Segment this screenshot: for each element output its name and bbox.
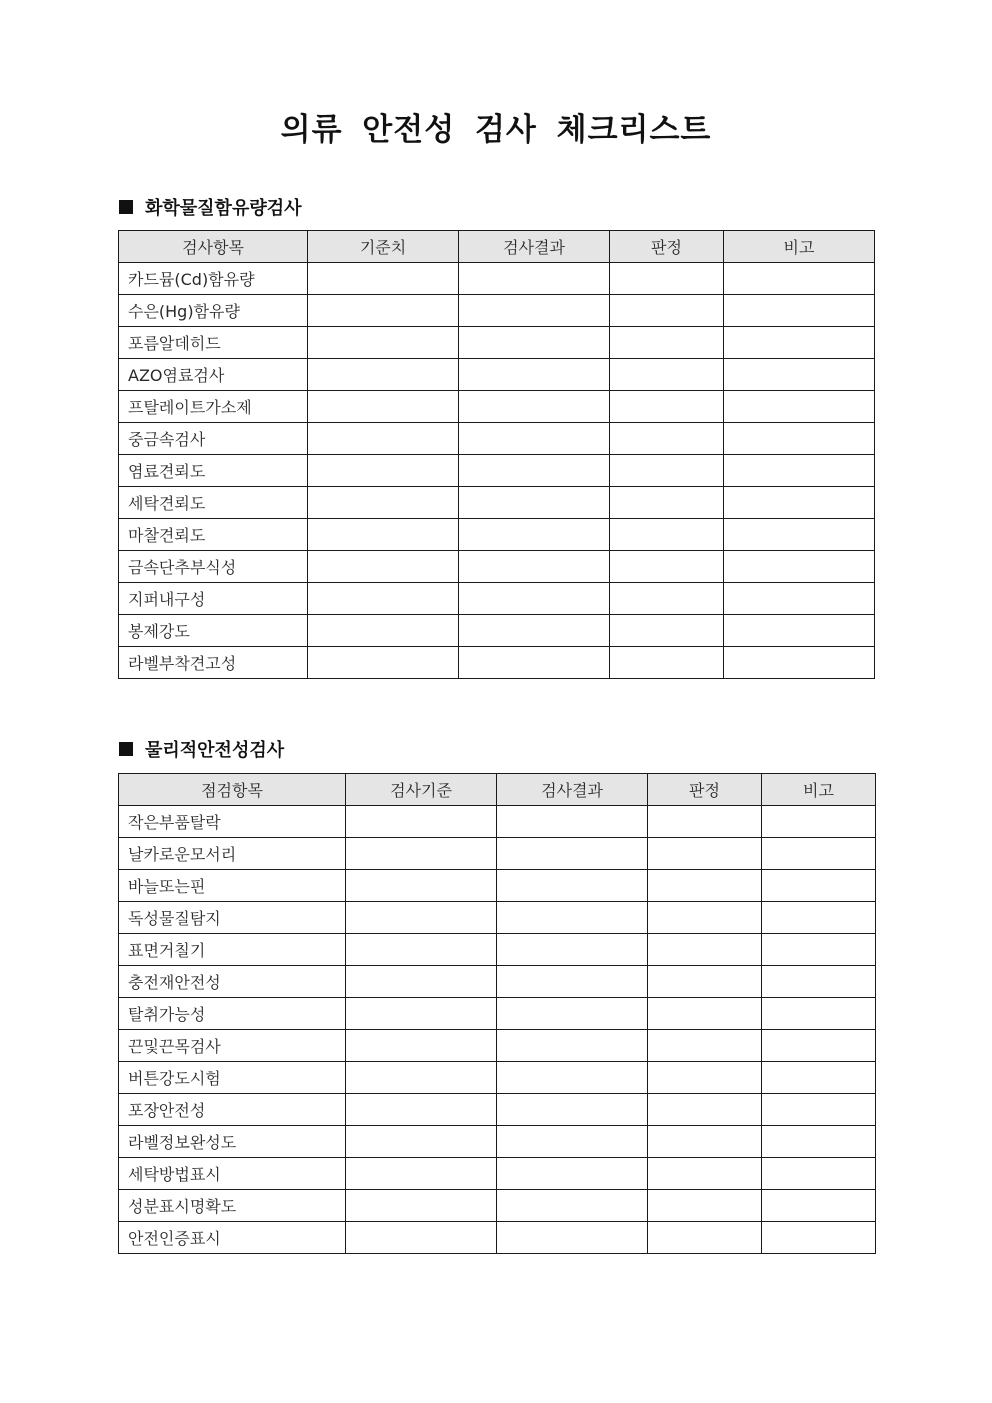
result-cell[interactable] bbox=[497, 902, 648, 934]
table-row bbox=[119, 551, 875, 583]
item-name-cell: 포름알데히드 bbox=[119, 327, 308, 359]
item-name-cell: 탈취가능성 bbox=[119, 998, 346, 1030]
table-row bbox=[119, 455, 875, 487]
standard-cell[interactable] bbox=[308, 295, 459, 327]
judgement-cell[interactable] bbox=[648, 1030, 762, 1062]
section-heading-label: 물리적안전성검사 bbox=[145, 740, 285, 761]
standard-cell[interactable] bbox=[308, 583, 459, 615]
item-name-cell: 날카로운모서리 bbox=[119, 838, 346, 870]
remarks-cell[interactable] bbox=[762, 870, 876, 902]
standard-cell[interactable] bbox=[346, 870, 497, 902]
item-name-cell: 버튼강도시험 bbox=[119, 1062, 346, 1094]
item-name-cell: 중금속검사 bbox=[119, 423, 308, 455]
table-row bbox=[119, 327, 875, 359]
standard-cell[interactable] bbox=[346, 1030, 497, 1062]
table-row bbox=[119, 583, 875, 615]
table-row bbox=[119, 263, 875, 295]
result-cell[interactable] bbox=[459, 647, 610, 679]
item-name-cell: 프탈레이트가소제 bbox=[119, 391, 308, 423]
result-cell[interactable] bbox=[497, 870, 648, 902]
remarks-cell[interactable] bbox=[724, 391, 875, 423]
table-header-row bbox=[119, 774, 876, 806]
result-cell[interactable] bbox=[497, 806, 648, 838]
remarks-cell[interactable] bbox=[724, 519, 875, 551]
section-heading-chemical bbox=[119, 194, 302, 220]
standard-cell[interactable] bbox=[346, 1126, 497, 1158]
result-cell[interactable] bbox=[497, 1222, 648, 1254]
remarks-cell[interactable] bbox=[724, 423, 875, 455]
result-cell[interactable] bbox=[459, 359, 610, 391]
result-cell[interactable] bbox=[497, 1030, 648, 1062]
section-heading-label: 화학물질함유량검사 bbox=[145, 198, 302, 219]
remarks-cell[interactable] bbox=[762, 934, 876, 966]
result-cell[interactable] bbox=[459, 391, 610, 423]
table-row bbox=[119, 934, 876, 966]
judgement-cell[interactable] bbox=[648, 870, 762, 902]
item-name-cell: 금속단추부식성 bbox=[119, 551, 308, 583]
standard-cell[interactable] bbox=[346, 838, 497, 870]
judgement-cell[interactable] bbox=[610, 487, 724, 519]
standard-cell[interactable] bbox=[308, 359, 459, 391]
judgement-cell[interactable] bbox=[648, 1222, 762, 1254]
column-header: 판정 bbox=[648, 774, 762, 806]
item-name-cell: 안전인증표시 bbox=[119, 1222, 346, 1254]
remarks-cell[interactable] bbox=[762, 998, 876, 1030]
standard-cell[interactable] bbox=[308, 263, 459, 295]
result-cell[interactable] bbox=[459, 263, 610, 295]
judgement-cell[interactable] bbox=[610, 295, 724, 327]
standard-cell[interactable] bbox=[346, 1158, 497, 1190]
table-row bbox=[119, 391, 875, 423]
judgement-cell[interactable] bbox=[648, 838, 762, 870]
remarks-cell[interactable] bbox=[724, 455, 875, 487]
judgement-cell[interactable] bbox=[610, 423, 724, 455]
item-name-cell: 마찰견뢰도 bbox=[119, 519, 308, 551]
standard-cell[interactable] bbox=[346, 1190, 497, 1222]
table-row bbox=[119, 966, 876, 998]
table-row bbox=[119, 806, 876, 838]
judgement-cell[interactable] bbox=[648, 998, 762, 1030]
square-bullet-icon bbox=[119, 200, 133, 214]
item-name-cell: 염료견뢰도 bbox=[119, 455, 308, 487]
standard-cell[interactable] bbox=[308, 647, 459, 679]
item-name-cell: 바늘또는핀 bbox=[119, 870, 346, 902]
table-header-row bbox=[119, 231, 875, 263]
remarks-cell[interactable] bbox=[724, 263, 875, 295]
judgement-cell[interactable] bbox=[648, 1126, 762, 1158]
table-row bbox=[119, 1190, 876, 1222]
item-name-cell: 라벨정보완성도 bbox=[119, 1126, 346, 1158]
table-row bbox=[119, 423, 875, 455]
result-cell[interactable] bbox=[497, 1190, 648, 1222]
judgement-cell[interactable] bbox=[610, 327, 724, 359]
result-cell[interactable] bbox=[497, 1158, 648, 1190]
physical-safety-table bbox=[118, 773, 876, 1254]
remarks-cell[interactable] bbox=[762, 1222, 876, 1254]
column-header: 검사결과 bbox=[497, 774, 648, 806]
square-bullet-icon bbox=[119, 742, 133, 756]
remarks-cell[interactable] bbox=[762, 1126, 876, 1158]
item-name-cell: 작은부품탈락 bbox=[119, 806, 346, 838]
table-row bbox=[119, 1062, 876, 1094]
item-name-cell: 세탁방법표시 bbox=[119, 1158, 346, 1190]
judgement-cell[interactable] bbox=[648, 966, 762, 998]
table-row bbox=[119, 1126, 876, 1158]
item-name-cell: 끈및끈목검사 bbox=[119, 1030, 346, 1062]
page-title: 의류 안전성 검사 체크리스트 bbox=[280, 112, 712, 148]
table-row bbox=[119, 359, 875, 391]
judgement-cell[interactable] bbox=[610, 359, 724, 391]
remarks-cell[interactable] bbox=[762, 1190, 876, 1222]
standard-cell[interactable] bbox=[308, 487, 459, 519]
standard-cell[interactable] bbox=[308, 455, 459, 487]
standard-cell[interactable] bbox=[308, 615, 459, 647]
item-name-cell: 성분표시명확도 bbox=[119, 1190, 346, 1222]
table-row bbox=[119, 295, 875, 327]
result-cell[interactable] bbox=[497, 934, 648, 966]
column-header: 검사결과 bbox=[459, 231, 610, 263]
table-row bbox=[119, 838, 876, 870]
table-row bbox=[119, 647, 875, 679]
item-name-cell: 포장안전성 bbox=[119, 1094, 346, 1126]
column-header: 판정 bbox=[610, 231, 724, 263]
remarks-cell[interactable] bbox=[762, 1062, 876, 1094]
standard-cell[interactable] bbox=[346, 934, 497, 966]
item-name-cell: 충전재안전성 bbox=[119, 966, 346, 998]
judgement-cell[interactable] bbox=[610, 391, 724, 423]
judgement-cell[interactable] bbox=[610, 551, 724, 583]
result-cell[interactable] bbox=[459, 551, 610, 583]
result-cell[interactable] bbox=[497, 966, 648, 998]
remarks-cell[interactable] bbox=[762, 1094, 876, 1126]
remarks-cell[interactable] bbox=[724, 647, 875, 679]
result-cell[interactable] bbox=[459, 519, 610, 551]
item-name-cell: 표면거칠기 bbox=[119, 934, 346, 966]
remarks-cell[interactable] bbox=[724, 583, 875, 615]
judgement-cell[interactable] bbox=[648, 1158, 762, 1190]
table-row bbox=[119, 519, 875, 551]
judgement-cell[interactable] bbox=[610, 263, 724, 295]
column-header: 비고 bbox=[762, 774, 876, 806]
column-header: 검사기준 bbox=[346, 774, 497, 806]
judgement-cell[interactable] bbox=[648, 1190, 762, 1222]
result-cell[interactable] bbox=[497, 1062, 648, 1094]
result-cell[interactable] bbox=[459, 615, 610, 647]
result-cell[interactable] bbox=[459, 487, 610, 519]
result-cell[interactable] bbox=[497, 1126, 648, 1158]
table-row bbox=[119, 1222, 876, 1254]
column-header: 기준치 bbox=[308, 231, 459, 263]
remarks-cell[interactable] bbox=[762, 806, 876, 838]
column-header: 비고 bbox=[724, 231, 875, 263]
standard-cell[interactable] bbox=[346, 1222, 497, 1254]
remarks-cell[interactable] bbox=[724, 551, 875, 583]
judgement-cell[interactable] bbox=[648, 1062, 762, 1094]
judgement-cell[interactable] bbox=[648, 902, 762, 934]
remarks-cell[interactable] bbox=[762, 1030, 876, 1062]
table-row bbox=[119, 1158, 876, 1190]
section-heading-physical bbox=[119, 736, 284, 762]
remarks-cell[interactable] bbox=[724, 359, 875, 391]
judgement-cell[interactable] bbox=[610, 647, 724, 679]
judgement-cell[interactable] bbox=[610, 615, 724, 647]
standard-cell[interactable] bbox=[346, 902, 497, 934]
standard-cell[interactable] bbox=[308, 519, 459, 551]
standard-cell[interactable] bbox=[346, 1094, 497, 1126]
item-name-cell: 독성물질탐지 bbox=[119, 902, 346, 934]
judgement-cell[interactable] bbox=[610, 455, 724, 487]
table-row bbox=[119, 870, 876, 902]
column-header: 점검항목 bbox=[119, 774, 346, 806]
judgement-cell[interactable] bbox=[610, 519, 724, 551]
result-cell[interactable] bbox=[497, 1094, 648, 1126]
standard-cell[interactable] bbox=[308, 391, 459, 423]
remarks-cell[interactable] bbox=[762, 838, 876, 870]
standard-cell[interactable] bbox=[346, 806, 497, 838]
item-name-cell: 수은(Hg)함유량 bbox=[119, 295, 308, 327]
standard-cell[interactable] bbox=[308, 423, 459, 455]
table-row bbox=[119, 998, 876, 1030]
standard-cell[interactable] bbox=[346, 998, 497, 1030]
judgement-cell[interactable] bbox=[648, 806, 762, 838]
judgement-cell[interactable] bbox=[648, 934, 762, 966]
result-cell[interactable] bbox=[459, 327, 610, 359]
result-cell[interactable] bbox=[497, 998, 648, 1030]
remarks-cell[interactable] bbox=[762, 902, 876, 934]
remarks-cell[interactable] bbox=[724, 615, 875, 647]
remarks-cell[interactable] bbox=[762, 966, 876, 998]
standard-cell[interactable] bbox=[346, 1062, 497, 1094]
item-name-cell: 카드뮴(Cd)함유량 bbox=[119, 263, 308, 295]
item-name-cell: AZO염료검사 bbox=[119, 359, 308, 391]
result-cell[interactable] bbox=[459, 423, 610, 455]
chemical-test-table bbox=[118, 230, 875, 679]
remarks-cell[interactable] bbox=[762, 1158, 876, 1190]
table-row bbox=[119, 902, 876, 934]
remarks-cell[interactable] bbox=[724, 295, 875, 327]
result-cell[interactable] bbox=[459, 455, 610, 487]
result-cell[interactable] bbox=[497, 838, 648, 870]
result-cell[interactable] bbox=[459, 583, 610, 615]
judgement-cell[interactable] bbox=[648, 1094, 762, 1126]
item-name-cell: 봉제강도 bbox=[119, 615, 308, 647]
table-row bbox=[119, 1094, 876, 1126]
column-header: 검사항목 bbox=[119, 231, 308, 263]
table-row bbox=[119, 1030, 876, 1062]
table-row bbox=[119, 487, 875, 519]
remarks-cell[interactable] bbox=[724, 487, 875, 519]
standard-cell[interactable] bbox=[308, 327, 459, 359]
remarks-cell[interactable] bbox=[724, 327, 875, 359]
standard-cell[interactable] bbox=[308, 551, 459, 583]
result-cell[interactable] bbox=[459, 295, 610, 327]
item-name-cell: 세탁견뢰도 bbox=[119, 487, 308, 519]
standard-cell[interactable] bbox=[346, 966, 497, 998]
judgement-cell[interactable] bbox=[610, 583, 724, 615]
table-row bbox=[119, 615, 875, 647]
item-name-cell: 지퍼내구성 bbox=[119, 583, 308, 615]
item-name-cell: 라벨부착견고성 bbox=[119, 647, 308, 679]
